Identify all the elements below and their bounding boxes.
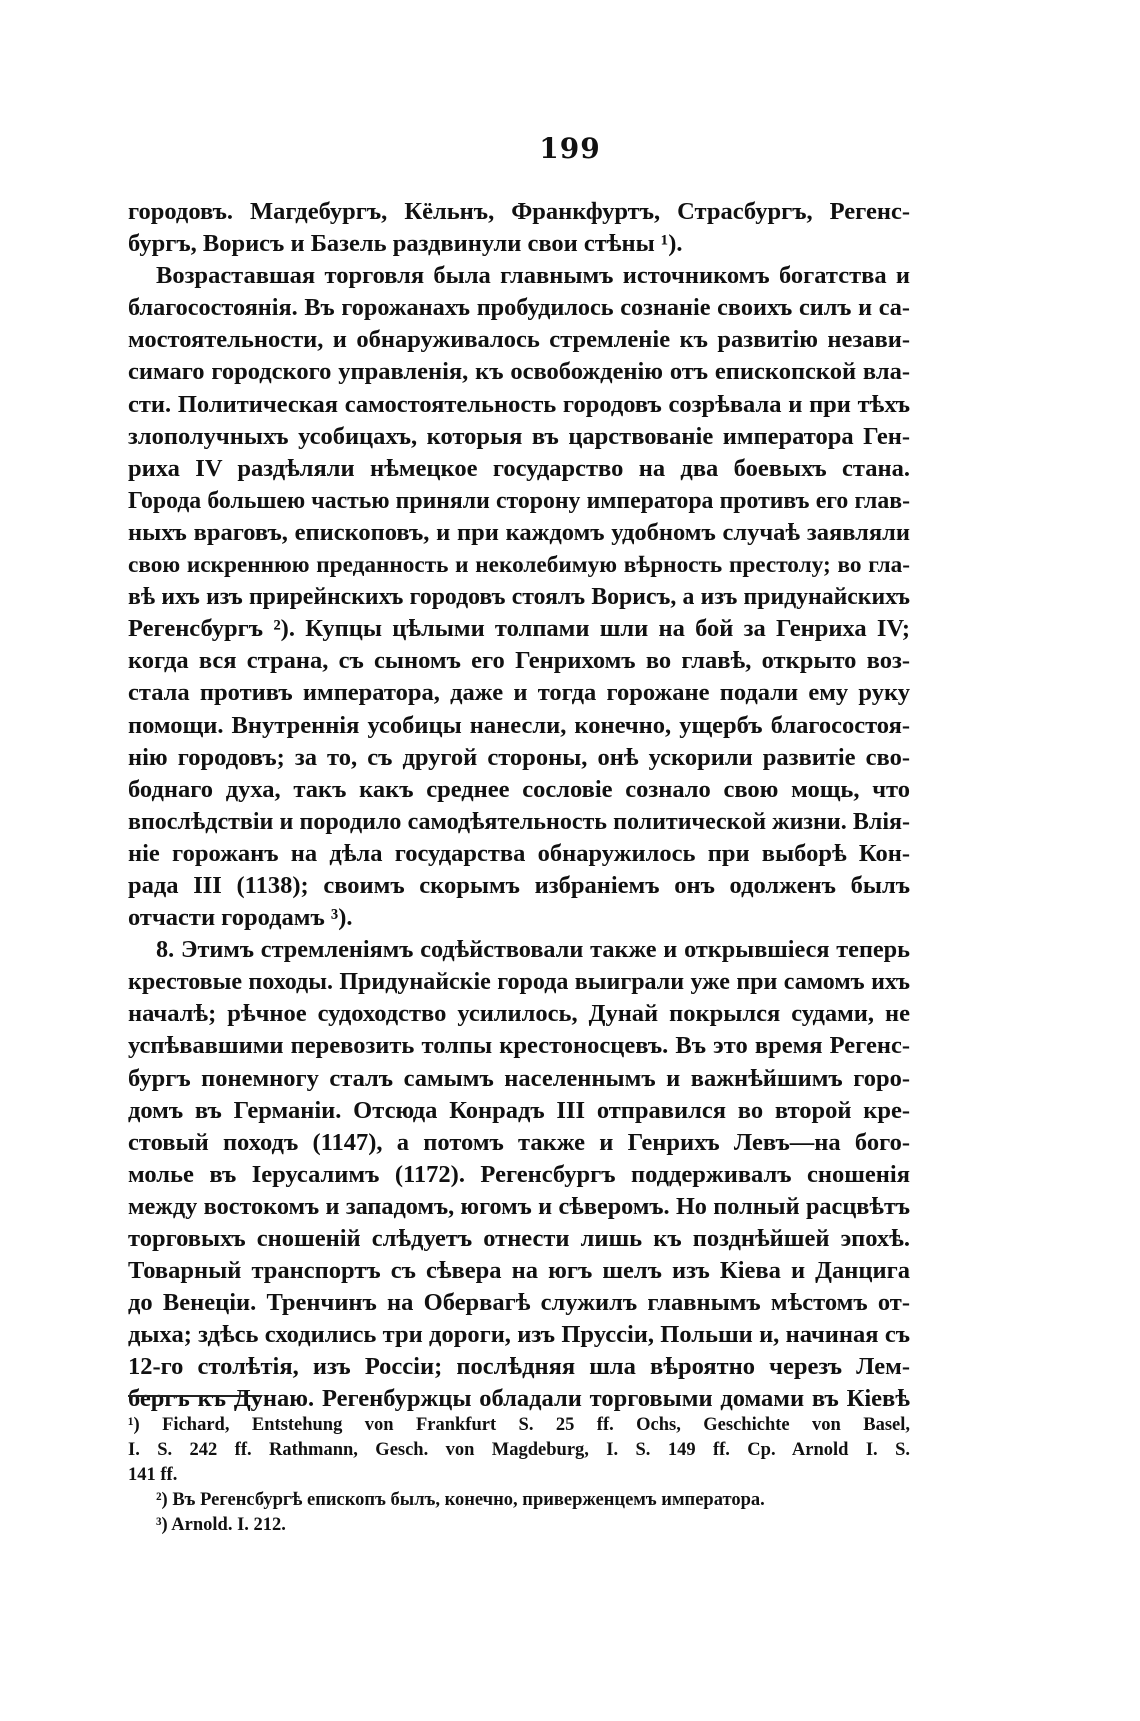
text-line: стовый походъ (1147), а потомъ также и Генрихъ Левъ—на бого- (128, 1128, 910, 1156)
text-line: Товарный транспортъ съ сѣвера на югъ шелъ изъ Кіева и Данцига (128, 1257, 910, 1285)
text-line: риха IV раздѣляли нѣмецкое государство на два боевыхъ стана. (128, 454, 910, 482)
text-line: злополучныхъ усобицахъ, которыя въ царствованіе императора Ген- (128, 422, 910, 450)
text-line: городовъ. Магдебургъ, Кёльнъ, Франкфуртъ, Страсбургъ, Регенс- (128, 198, 910, 225)
text-line: сти. Политическая самостоятельность городовъ созрѣвала и при тѣхъ (128, 390, 910, 418)
text-line: бургъ, Ворисъ и Базель раздвинули свои стѣны ¹). (128, 230, 683, 258)
text-line: крестовые походы. Придунайскіе города выиграли уже при самомъ ихъ (128, 969, 910, 996)
text-line: молье въ Іерусалимъ (1172). Регенсбургъ поддерживалъ сношенія (128, 1160, 910, 1188)
footnote-3: ³) Arnold. I. 212. (156, 1515, 286, 1535)
footnotes (128, 1413, 910, 1538)
text-line: помощи. Внутреннія усобицы нанесли, конечно, ущербъ благосостоя- (128, 711, 910, 739)
text-line: когда вся страна, съ сыномъ его Генрихомъ во главѣ, открыто воз- (128, 647, 910, 675)
text-line: ныхъ враговъ, епископовъ, и при каждомъ удобномъ случаѣ заявляли (128, 518, 910, 546)
text-line: началѣ; рѣчное судоходство усилилось, Дунай покрылся судами, не (128, 1000, 910, 1028)
footnote-1-continued: I. S. 242 ff. Rathmann, Gesch. von Magdeburg, I. S. 149 ff. Cp. Arnold I. S. (128, 1440, 910, 1460)
text-line: вѣ ихъ изъ прирейнскихъ городовъ стоялъ Ворисъ, а изъ придунайскихъ (128, 584, 910, 611)
text-line: Города большею частью приняли сторону императора противъ его глав- (128, 487, 910, 514)
text-line: рада III (1138); своимъ скорымъ избраніемъ онъ одолженъ былъ (128, 871, 910, 899)
text-line: торговыхъ сношеній слѣдуетъ отнести лишь къ позднѣйшей эпохѣ. (128, 1225, 910, 1252)
text-line: бургъ понемногу сталъ самымъ населеннымъ и важнѣйшимъ горо- (128, 1064, 910, 1092)
text-line: ніе горожанъ на дѣла государства обнаружилось при выборѣ Кон- (128, 839, 910, 867)
footnote-divider (128, 1395, 262, 1397)
text-line: мостоятельности, и обнаруживалось стремленіе къ развитію незави- (128, 326, 910, 354)
text-line: успѣвавшими перевозить толпы крестоносцевъ. Въ это время Регенс- (128, 1032, 910, 1060)
text-line: бергъ къ Дунаю. Регенбуржцы обладали торговыми домами въ Кіевѣ (128, 1385, 910, 1413)
text-line: Возраставшая торговля была главнымъ источникомъ богатства и (156, 262, 910, 290)
text-line: боднаго духа, такъ какъ среднее сословіе сознало свою мощь, что (128, 775, 910, 803)
text-line: до Венеціи. Тренчинъ на Обервагѣ служилъ главнымъ мѣстомъ от- (128, 1289, 910, 1317)
text-line: свою искреннюю преданность и неколебимую вѣрность престолу; во гла- (128, 552, 910, 579)
text-line: впослѣдствіи и породило самодѣятельность политической жизни. Влія- (128, 808, 910, 835)
text-line: симаго городского управленія, къ освобожденію отъ епископской вла- (128, 358, 910, 386)
body-text (128, 196, 910, 1416)
text-line: отчасти городамъ ³). (128, 904, 353, 932)
text-line: дыха; здѣсь сходились три дороги, изъ Пруссіи, Польши и, начиная съ (128, 1321, 910, 1349)
text-line: домъ въ Германіи. Отсюда Конрадъ III отправился во второй кре- (128, 1096, 910, 1124)
footnote-1: ¹) Fichard, Entstehung von Frankfurt S. 25 ff. Ochs, Geschichte von Basel, (128, 1415, 910, 1435)
footnote-1-continued: 141 ff. (128, 1465, 178, 1485)
text-line: 12-го столѣтія, изъ Россіи; послѣдняя шла вѣроятно черезъ Лем- (128, 1353, 910, 1381)
text-line: между востокомъ и западомъ, югомъ и сѣверомъ. Но полный расцвѣтъ (128, 1192, 910, 1220)
text-line: Регенсбургъ ²). Купцы цѣлыми толпами шли на бой за Генриха IV; (128, 615, 910, 643)
footnote-2: ²) Въ Регенсбургѣ епископъ былъ, конечно, приверженцемъ императора. (156, 1490, 765, 1510)
text-line: благосостоянія. Въ горожанахъ пробудилось сознаніе своихъ силъ и са- (128, 294, 910, 322)
page-number: 199 (539, 132, 601, 165)
text-line: 8. Этимъ стремленіямъ содѣйствовали также и открывшіеся теперь (156, 936, 910, 964)
text-line: стала противъ императора, даже и тогда горожане подали ему руку (128, 679, 910, 707)
text-line: нію городовъ; за то, съ другой стороны, онѣ ускорили развитіе сво- (128, 743, 910, 771)
